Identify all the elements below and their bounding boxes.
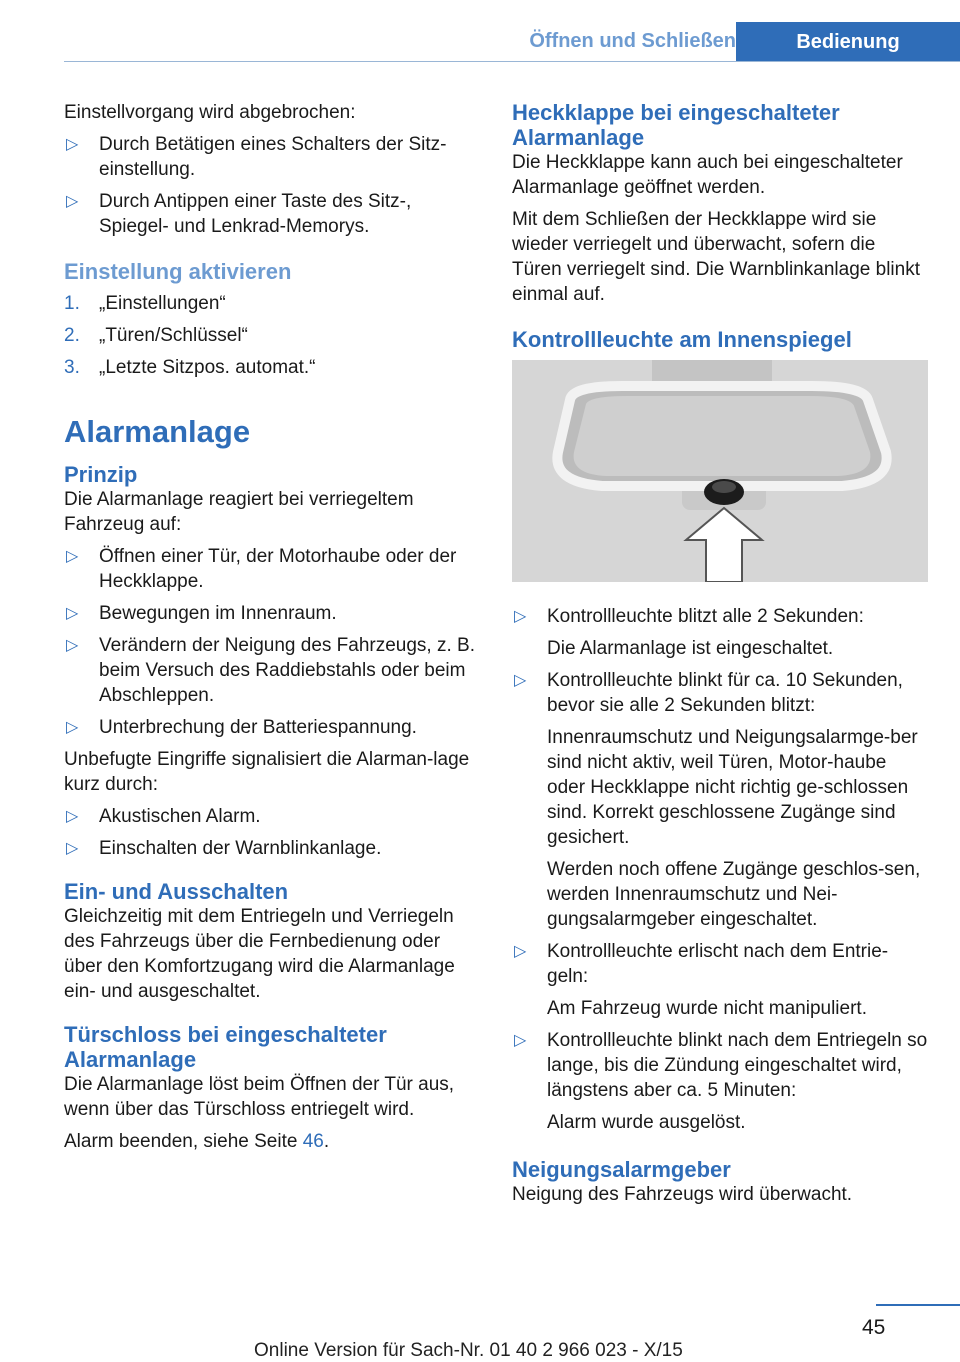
triangle-bullet-icon: ▷ <box>66 136 79 153</box>
signal-list <box>64 804 480 861</box>
page-number: 45 <box>862 1316 886 1339</box>
list-item: ▷ Kontrollleuchte blinkt nach dem Entriegeln so lange, bis die Zündung eingeschaltet wird, längstens aber ca. 5 Minuten: Alarm wurde ausgelöst. <box>514 1030 928 1133</box>
page-header <box>0 0 960 62</box>
triangle-bullet-icon: ▷ <box>514 608 527 625</box>
triangle-bullet-icon: ▷ <box>66 637 79 654</box>
triangle-bullet-icon: ▷ <box>514 672 527 689</box>
triangle-bullet-icon: ▷ <box>514 943 527 960</box>
onoff-text: Gleichzeitig mit dem Entriegeln und Verriegeln des Fahrzeugs über die Fernbedienung oder über den Komfortzugang wird die Alarmanlage ein- und ausgeschaltet. <box>64 906 455 1002</box>
list-item: ▷ Unterbrechung der Batteriespannung. <box>66 717 417 738</box>
activate-heading: Einstellung aktivieren <box>64 259 292 284</box>
doorlock-text: Die Alarmanlage löst beim Öffnen der Tür aus, wenn über das Türschloss entriegelt wird. <box>64 1074 455 1120</box>
list-item-detail: Alarm wurde ausgelöst. <box>547 1112 746 1133</box>
tilt-text: Neigung des Fahrzeugs wird überwacht. <box>512 1184 853 1205</box>
list-item: ▷ Einschalten der Warnblinkanlage. <box>66 838 382 859</box>
triangle-bullet-icon: ▷ <box>66 193 79 210</box>
page-link[interactable]: 46 <box>302 1131 324 1152</box>
rearview-mirror-image <box>512 360 928 582</box>
list-item: ▷ Durch Antippen einer Taste des Sitz-, Spiegel- und Lenkrad-Memorys. <box>66 191 412 237</box>
cancel-list <box>64 132 480 239</box>
triangle-bullet-icon: ▷ <box>66 719 79 736</box>
header-chapter-tab: Bedienung <box>736 22 960 62</box>
list-item-detail: Werden noch offene Zugänge geschlos-sen, werden Innenraumschutz und Nei-gungsalarmgeber eingeschaltet. <box>547 859 921 930</box>
step-item: 3. „Letzte Sitzpos. automat.“ <box>64 357 316 378</box>
right-column <box>512 100 928 1214</box>
step-item: 2. „Türen/Schlüssel“ <box>64 325 248 346</box>
list-item: ▷ Kontrollleuchte blinkt für ca. 10 Sekunden, bevor sie alle 2 Sekunden blitzt: Innenraumschutz und Neigungsalarmge-ber sind nicht aktiv, weil Türen, Motor-haube oder Heckklappe nicht richtig ge-schlossen sind. Korrekt geschlossene Zugänge sind gesichert. Werden noch offene Zugänge geschlos-sen, werden Innenraumschutz und Nei-gungsalarmgeber eingeschaltet. <box>512 668 928 932</box>
doorlock-heading: Türschloss bei eingeschalteter Alarmanlage <box>64 1022 387 1072</box>
tailgate-text-1: Die Heckklappe kann auch bei eingeschalteter Alarmanlage geöffnet werden. <box>512 152 903 198</box>
footer-version-text: Online Version für Sach-Nr. 01 40 2 966 023 - X/15 <box>254 1340 683 1361</box>
list-item: ▷ Verändern der Neigung des Fahrzeugs, z. B. beim Versuch des Raddiebstahls oder beim Abschleppen. <box>66 635 476 706</box>
principle-heading: Prinzip <box>64 462 138 487</box>
mirror-illustration <box>512 360 928 582</box>
triangle-bullet-icon: ▷ <box>66 548 79 565</box>
triangle-bullet-icon: ▷ <box>66 840 79 857</box>
steps-list <box>64 291 480 380</box>
triangle-bullet-icon: ▷ <box>66 605 79 622</box>
step-item: 1. „Einstellungen“ <box>64 293 226 314</box>
tilt-heading: Neigungsalarmgeber <box>512 1157 731 1182</box>
list-item-detail: Innenraumschutz und Neigungsalarmge-ber sind nicht aktiv, weil Türen, Motor-haube oder Heckklappe nicht richtig ge-schlossen sind. Korrekt geschlossene Zugänge sind gesichert. <box>547 727 918 848</box>
list-item-detail: Die Alarmanlage ist eingeschaltet. <box>547 638 834 659</box>
header-rule <box>64 61 960 62</box>
list-item: ▷ Bewegungen im Innenraum. <box>66 603 337 624</box>
tailgate-text-2: Mit dem Schließen der Heckklappe wird sie wieder verriegelt und überwacht, sofern die Türen verriegelt sind. Die Warnblinkanlage blinkt einmal auf. <box>512 209 920 305</box>
cancel-intro: Einstellvorgang wird abgebrochen: <box>64 102 356 123</box>
list-item-detail: Am Fahrzeug wurde nicht manipuliert. <box>547 998 867 1019</box>
footer-rule <box>876 1304 960 1306</box>
principle-list <box>64 544 480 740</box>
list-item: ▷ Kontrollleuchte blitzt alle 2 Sekunden: Die Alarmanlage ist eingeschaltet. <box>512 604 928 661</box>
list-item: ▷ Kontrollleuchte erlischt nach dem Entrie-geln: Am Fahrzeug wurde nicht manipuliert. <box>512 939 928 1021</box>
tailgate-heading: Heckklappe bei eingeschalteter Alarmanlage <box>512 100 840 150</box>
left-column <box>64 100 480 1161</box>
list-item: ▷ Öffnen einer Tür, der Motorhaube oder der Heckklappe. <box>66 546 457 592</box>
signal-text: Unbefugte Eingriffe signalisiert die Alarman-lage kurz durch: <box>64 749 470 795</box>
header-section-title: Öffnen und Schließen <box>529 30 736 52</box>
indicator-list <box>512 604 928 1135</box>
triangle-bullet-icon: ▷ <box>66 808 79 825</box>
stop-alarm-text: Alarm beenden, siehe Seite 46. <box>64 1131 330 1152</box>
list-item: ▷ Durch Betätigen eines Schalters der Sitz-einstellung. <box>66 134 447 180</box>
list-item: ▷ Akustischen Alarm. <box>66 806 261 827</box>
alarm-title: Alarmanlage <box>64 414 251 449</box>
triangle-bullet-icon: ▷ <box>514 1032 527 1049</box>
principle-text: Die Alarmanlage reagiert bei verriegeltem Fahrzeug auf: <box>64 489 414 535</box>
indicator-heading: Kontrollleuchte am Innenspiegel <box>512 327 852 352</box>
onoff-heading: Ein- und Ausschalten <box>64 879 289 904</box>
